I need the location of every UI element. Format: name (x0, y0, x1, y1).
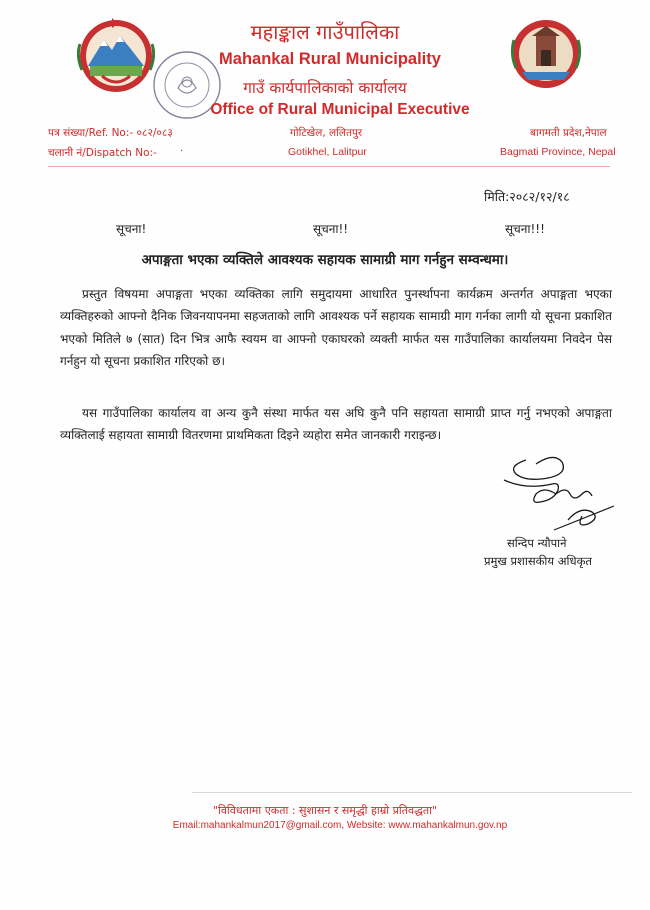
dispatch-number-label: चलानी नं/Dispatch No:- (48, 147, 157, 159)
province-nepali: बागमती प्रदेश,नेपाल (530, 127, 607, 139)
letter-date: मिति:२०८२/१२/१८ (484, 189, 570, 204)
location-nepali: गोटिखेल, ललितपुर (290, 127, 363, 139)
header-divider (48, 166, 610, 167)
signer-name: सन्दिप न्यौपाने (507, 536, 567, 550)
footer-motto: "विविधतामा एकता : सुशासन र समृद्धी हाम्रो प्रतिवद्धता" (212, 804, 438, 817)
signature-icon (496, 450, 616, 540)
municipality-title-nepali: महाङ्काल गाउँपालिका (250, 20, 400, 44)
footer-contact: Email:mahankalmun2017@gmail.com, Website: www.mahankalmun.gov.np (172, 820, 508, 831)
body-paragraph-1: प्रस्तुत विषयमा अपाङ्गता भएका व्यक्तिका लागि समुदायमा आधारित पुनर्स्थापना कार्यक्रम अन्तर्गत अपाङ्गता भएका व्यक्तिहरुको आफ्नो दैनिक जिवनयापनमा सहजताको लागि आवश्यक पर्ने सहायक सामाग्री माग गर्नका लागी यो सूचना प्रकाशित भएको मितिले ७ (सात) दिन भित्र आफै स्वयम वा आफ्नो एकाघरको व्यक्ती मार्फत यस गाउँपालिका कार्यालयमा निवदेन पेस गर्नहुन यो सूचना प्रकाशित गरिएको छ। (60, 287, 612, 369)
notice-label-1: सूचना! (116, 222, 147, 236)
location-english: Gotikhel, Lalitpur (288, 146, 367, 158)
notice-label-3: सूचना!!! (505, 222, 545, 236)
footer-divider (192, 792, 632, 793)
signer-title: प्रमुख प्रशासकीय अधिकृत (484, 554, 592, 568)
municipality-title-english: Mahankal Rural Municipality (219, 50, 441, 68)
province-english: Bagmati Province, Nepal (500, 146, 616, 158)
office-title-nepali: गाउँ कार्यपालिकाको कार्यालय (243, 79, 407, 97)
notice-label-2: सूचना!! (313, 222, 349, 236)
office-title-english: Office of Rural Municipal Executive (210, 101, 470, 118)
letter-subject: अपाङ्गता भएका व्यक्तिले आवश्यक सहायक सामाग्री माग गर्नहुन सम्वन्धमा। (141, 252, 509, 268)
body-paragraph-2: यस गाउँपालिका कार्यालय वा अन्य कुनै संस्था मार्फत यस अघि कुनै पनि सहायता सामाग्री प्राप्त गर्नु नभएको अपाङ्गता व्यक्तिलाई सहायता सामाग्री वितरणमा प्राथमिकता दिइने व्यहोरा समेत जानकारी गराइन्छ। (60, 406, 612, 443)
dispatch-number-value: . (180, 143, 184, 154)
reference-number: पत्र संख्या/Ref. No:- ०८२/०८३ (48, 127, 173, 139)
